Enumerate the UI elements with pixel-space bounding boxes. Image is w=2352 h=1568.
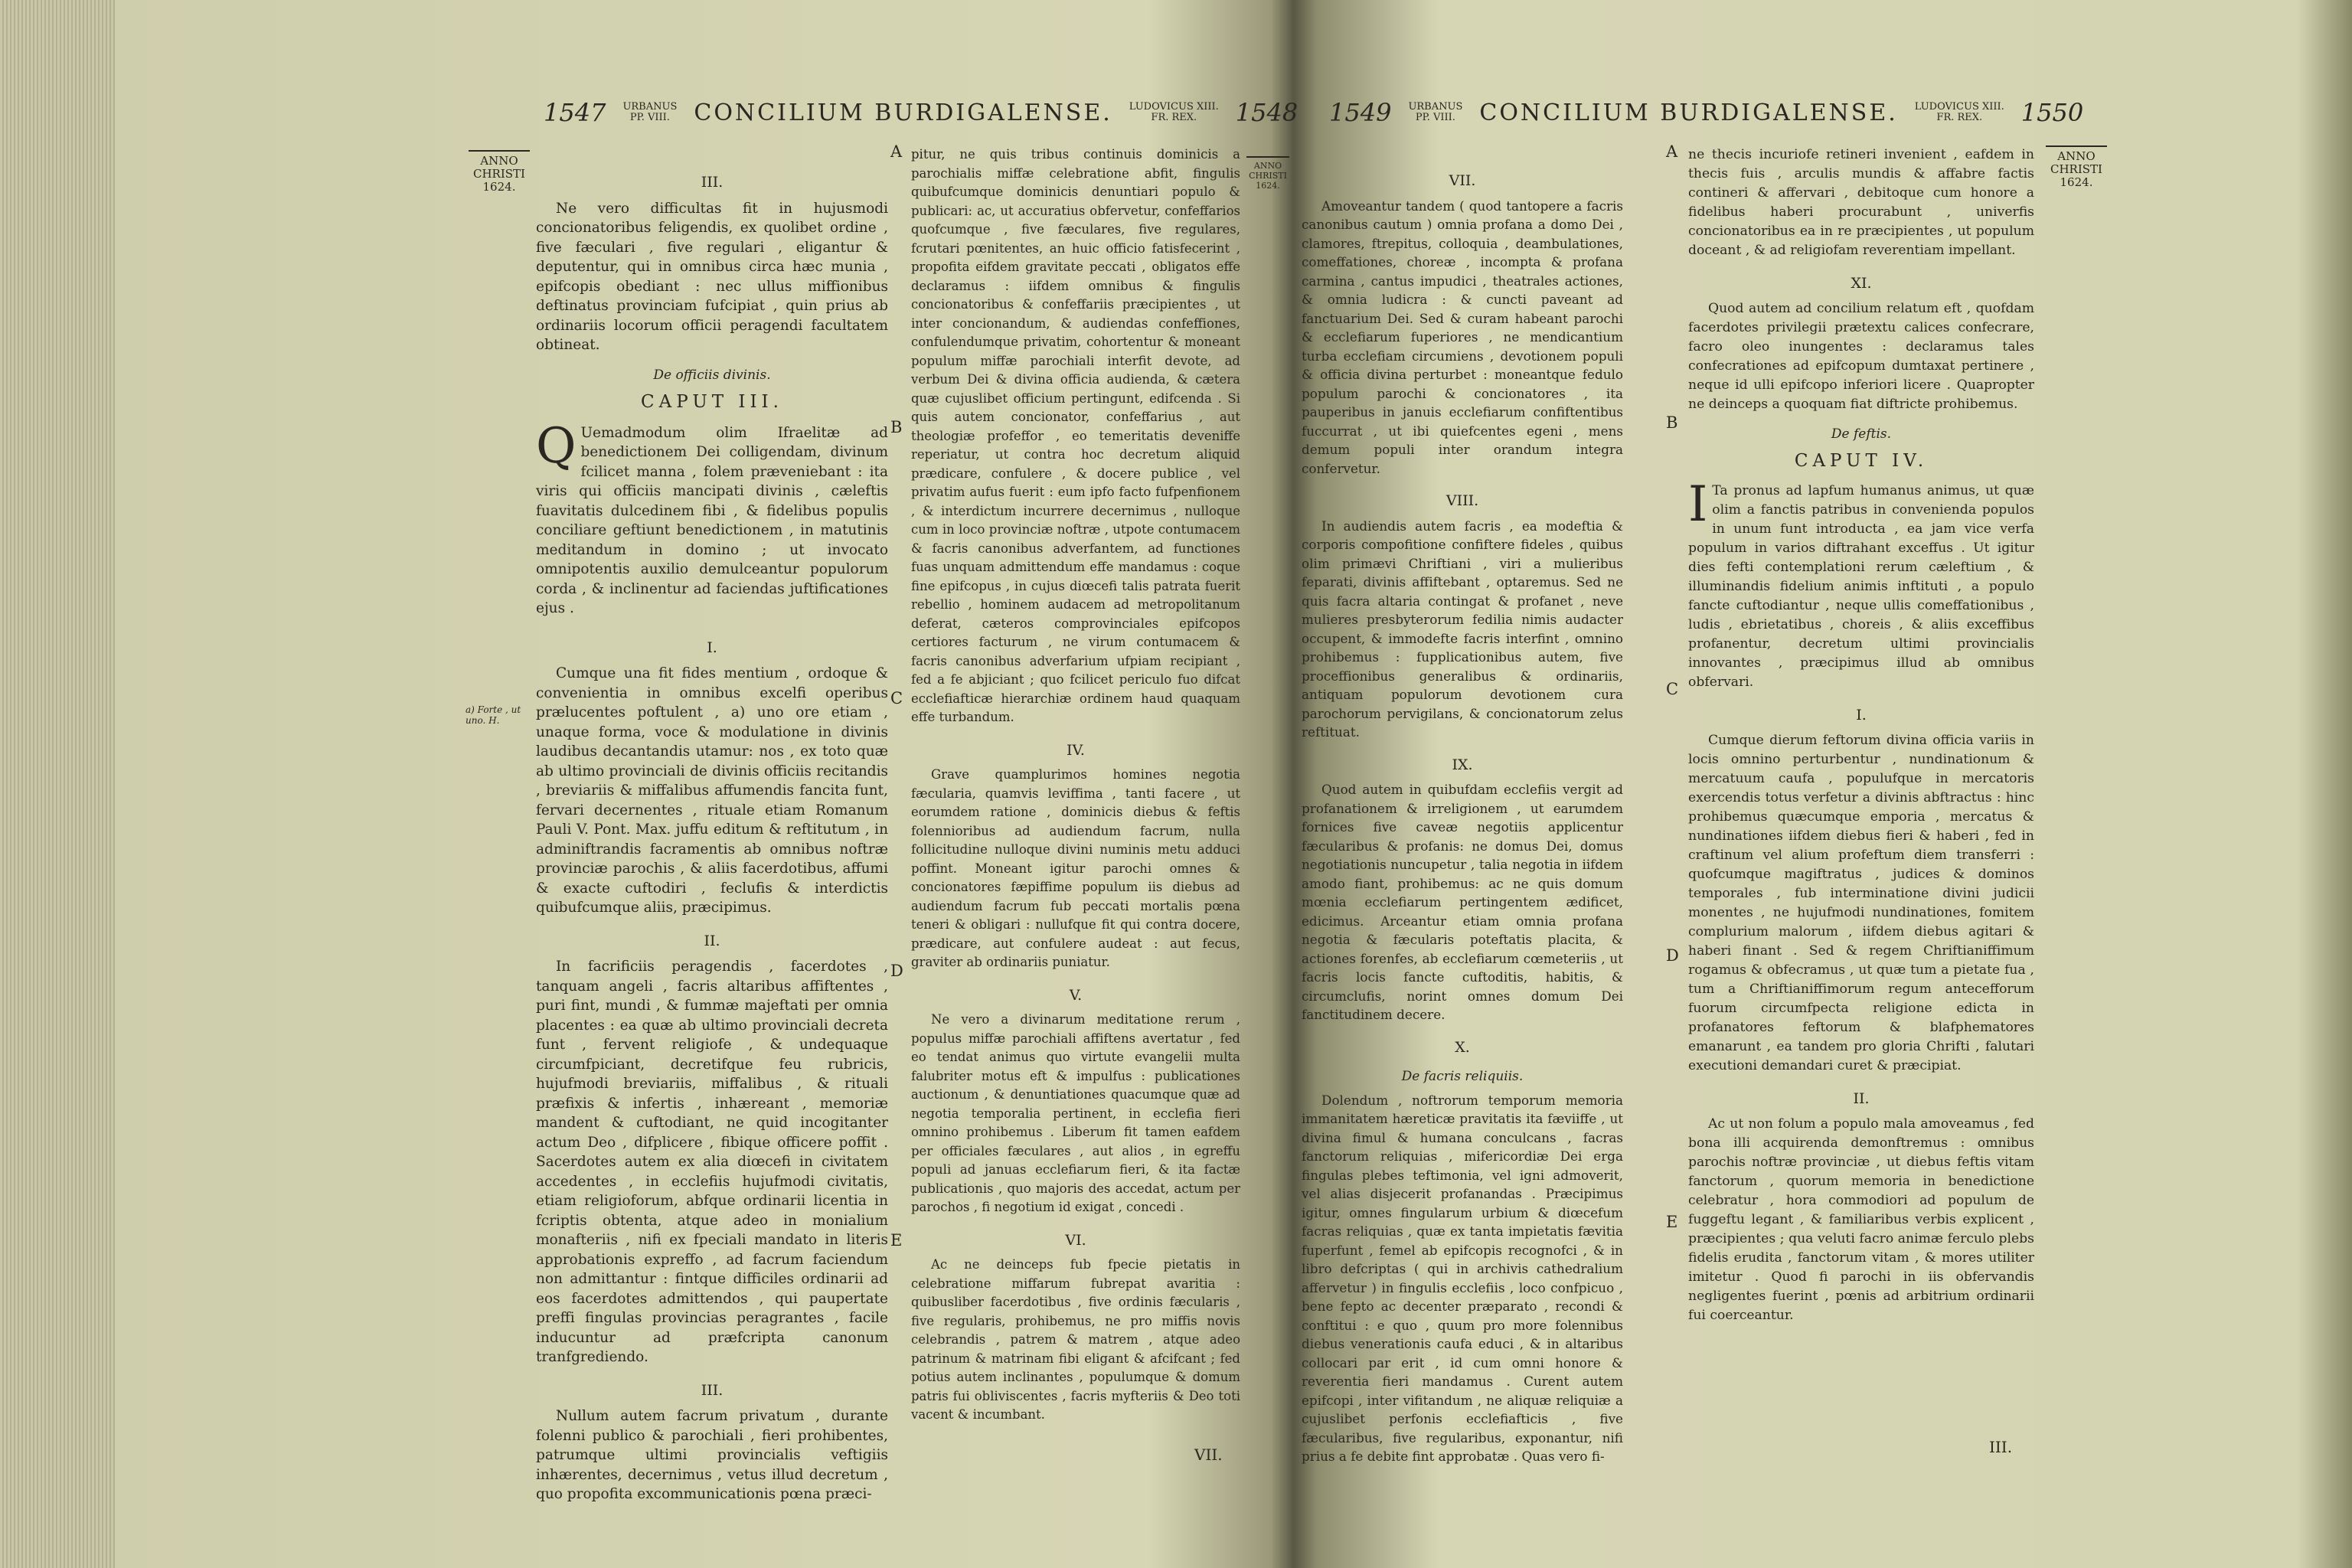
pope-label: URBANUS PP. VIII. [1408,101,1463,123]
section-number: III. [701,1381,724,1399]
section-number: VII. [1449,172,1476,189]
section-number: I. [707,639,717,656]
rubric: De feftis. [1831,426,1892,442]
paragraph: Quod autem in quibufdam ecclefiis vergit ad profanationem & irreligionem , ut earumdem fornices five caveæ negotiis applicentur fæcularibus & profanis: ne domus Dei, domus negotiationis nuncupetur , talia negotia in iifdem amodo fiant, prohibemus: ac ne quis domum mœnia ecclefiarum pertingentem ædificet, edicimus. Arceantur etiam omnia profana negotia & fæcularis poteftatis placita, & actiones forenfes, ab ecclefiarum cœmeteriis , ut facris locis fancte cuftoditis, habitis, & circumclufis, norint omnes domum Dei fanctitudinem decere. [1302,782,1623,1022]
section-number: III. [701,174,724,191]
margin-letter: C [890,689,903,707]
page-number: 1548 [1235,98,1298,127]
paragraph: Dolendum , noftrorum temporum memoria immanitatem hæreticæ pravitatis ita fæviiffe , ut divina fimul & humana conculcans , facras fanctorum reliquias , mifericordiæ Dei erga fingulas plebes teftimonia, vel igni admoverit, vel alias disjecerit profanandas . Præcipimus igitur, omnes fingularum urbium & diœcefum facras reliquias , quæ ex tanta impietatis fævitia fuperfunt , femel ab epifcopis recognofci , & in libro defcriptas ( qui in archivis cathedralium affervetur ) in fingulis ecclefiis , loco confpicuo , bene fepto ac decenter præparato , recondi & conftitui : e quo , quum pro more folennibus diebus venerationis caufa educi , & in altaribus collocari par erit , id cum omni honore & reverentia fieri mandamus . Curent autem epifcopi , inter vifitandum , ne aliquæ reliquiæ a cujuslibet perfonis ecclefiafticis , five fæcularibus, five regularibus, exponantur, nifi prius a fe debite fint approbatæ . Quas vero fi- [1302,1092,1623,1464]
left-column-1 [536,159,888,1509]
chapter-heading: CAPUT III. [641,392,783,412]
section-number: XI. [1851,275,1872,292]
paragraph: Ac ne deinceps fub fpecie pietatis in celebratione miffarum fubrepat avaritia : quibusliber facerdotibus , five ordinis fæcularis , five regularis, prohibemus, ne pro miffis novis celebrandis , patrem & matrem , atque adeo patrinum & matrinam fibi eligant & afcifcant ; fed potius autem inclinantes , populumque & domum patris fui obliviscentes , facris myfteriis & Deo toti vacent & incumbant. [911,1257,1240,1422]
drop-cap: I [1688,476,1708,533]
paragraph: Nullum autem facrum privatum , durante folenni publico & parochiali , fieri prohibentes, patrumque ultimi provincialis veftigiis inhærentes, decernimus , vetus illud decretum , quo propofita excommunicationis pœna præci- [536,1408,888,1502]
section-number: VI. [1065,1231,1086,1249]
paragraph: Cumque dierum feftorum divina officia variis in locis omnino perturbentur , nundinationum & mercatuum caufa , populufque in mercatoris exercendis totus verfetur a divinis abftractus : hinc prohibemus quæcumque emporia , mercatus & nundinationes iifdem diebus fieri & haberi , fed in craftinum vel alium profeftum diem transferri : quofcumque magiftratus , judices & dominos temporales , fub interminatione divini judicii monentes , ne hujufmodi nundinationes, fomitem complurium malorum , iifdem diebus agitari & haberi finant . Sed & regem Chriftianiffimum rogamus & obfecramus , ut quæ tum a pietate fua , tum a Chriftianiffimorum regum antecefforum fuorum circumfpecta religione edicta in profanatores feftorum & blafphematores emanarunt , ea tandem pro gloria Chrifti , falutari executioni demandari curet & præcipiat. [1688,733,2034,1073]
left-column-2 [911,145,1240,1429]
rubric: De officiis divinis. [653,367,771,383]
margin-letter: D [1666,946,1679,965]
paragraph: ne thecis incuriofe retineri invenient , eafdem in thecis fuis , arculis mundis & affabre factis contineri & affervari , debitoque cum honore a fidelibus haberi procurabunt , univerfis concionatoribus ea in re præcipientes , ut populum doceant , & ad religiofam reverentiam impellant. [1688,147,2034,258]
anno-christi-box: ANNO CHRISTI 1624. [1246,156,1289,191]
margin-note: a) Forte , ut uno. H. [466,704,521,726]
paragraph: Ne vero difficultas fit in hujusmodi concionatoribus feligendis, ex quolibet ordine , five fæculari , five regulari , eligantur & deputentur, qui in omnibus circa hæc munia , epifcopis obediant : nec ullus miffionibus deftinatus provinciam fufcipiat , quin prius ab ordinariis locorum officii peragendi facultatem obtineat. [536,200,888,353]
paragraph: Grave quamplurimos homines negotia fæcularia, quamvis leviffima , tanti facere , ut eorumdem ratione , dominicis diebus & feftis folennioribus ad audiendum facrum, nulla follicitudine nulloque divini numinis metu adduci poffint. Moneant igitur parochi omnes & concionatores fæpiffime populum iis diebus ad audiendum facrum fub peccati mortalis pœna teneri & obligari : nullufque fit qui contra docere, prædicare, aut confulere audeat : aut fecus, graviter ab ordinariis puniatur. [911,767,1240,969]
right-running-header [1329,98,2083,127]
page-edges [0,0,115,1568]
left-running-header [544,98,1298,127]
paragraph: Q Uemadmodum olim Ifraelitæ ad benedictionem Dei colligendam, divinum fcilicet manna , folem præveniebant : ita viris qui officiis mancipati divinis , cæleftis fuavitatis dulcedinem fibi , & fidelibus populis conciliare geftiunt benedictionem , in matutinis meditandum in domino ; ut invocato omnipotentis auxilio demulceantur populorum corda , & inclinentur ad faciendas juftificationes ejus . [536,417,888,616]
running-title: CONCILIUM BURDIGALENSE. [1479,99,1898,126]
paragraph: pitur, ne quis tribus continuis dominicis a parochialis miffæ celebratione abfit, fingulis quibufcumque dominicis denuntiari populo & publicari: ac, ut accuratius obfervetur, confeffarios quofcumque , five fæculares, five regulares, fcrutari pœnitentes, an huic officio fatisfecerint , propofita eifdem gravitate peccati , obligatos effe declaramus : iifdem omnibus & fingulis concionatoribus & confeffariis præcipientes , ut inter concionandum, & audiendas confeffiones, confulendumque privatim, cohortentur & moneant populum miffæ parochiali interfit devote, ad verbum Dei & divina officia audienda, & cætera quæ cujuslibet officium pertingunt, edifcenda . Si quis autem concionator, confeffarius , aut theologiæ profeffor , eo temeritatis deveniffe reperiatur, ut contra hoc decretum aliquid prædicare, confulere , & docere publice , vel privatim aufus fuerit : eum ipfo facto fufpenfionem , & interdictum incurrere decernimus , nulloque cum in loco provinciæ noftræ , utpote contumacem & facris canonibus adverfantem, ad functiones fuas unquam admittendum effe mandamus : coque fine epifcopus , in cujus diœcefi talis patrata fuerit rebellio , hominem audacem ad metropolitanum deferat, cæteros comprovinciales epifcopos certiores facturum , ne virum contumacem & facris canonibus adverfarium ufpiam recipiant , fed a fe abjiciant ; quo fcilicet periculo fuo difcat ecclefiafticæ hierarchiæ ordinem haud quaquam effe turbandum. [911,147,1240,724]
running-title: CONCILIUM BURDIGALENSE. [694,99,1112,126]
king-label: LUDOVICUS XIII. FR. REX. [1129,101,1219,123]
section-number: X. [1455,1038,1470,1056]
catchword: VII. [1194,1446,1223,1464]
anno-christi-box: ANNO CHRISTI 1624. [2046,145,2107,189]
catchword: III. [1989,1438,2013,1456]
anno-christi-box: ANNO CHRISTI 1624. [469,150,530,194]
paragraph: Quod autem ad concilium relatum eft , quofdam facerdotes privilegii prætextu calices confecrare, facro oleo inungentes : declaramus tales confecrationes ad epifcopum dumtaxat pertinere , neque id ulli epifcopo inferiori licere . Quapropter ne deinceps a quoquam fiat diftricte prohibemus. [1688,301,2034,412]
margin-letter: E [1666,1213,1678,1231]
section-number: IV. [1067,741,1085,759]
right-column-1 [1302,158,1623,1471]
margin-letter: B [890,418,903,436]
margin-letter: C [1666,680,1679,698]
king-label: LUDOVICUS XIII. FR. REX. [1914,101,2004,123]
margin-letter: D [890,962,903,980]
section-number: VIII. [1446,492,1479,509]
section-number: V. [1069,986,1083,1004]
page-number: 1550 [2020,98,2084,127]
margin-letter: E [890,1231,903,1250]
paragraph: In facrificiis peragendis , facerdotes , tanquam angeli , facris altaribus affiftentes , puri fint, mundi , & fummæ majeftati per omnia placentes : ea quæ ab ultimo provinciali decreta funt , fervent religiofe , & undequaque circumfpiciant, decretifque feu rubricis, hujufmodi breviariis, miffalibus , & rituali præfixis & infertis , inhæreant , memoriæ mandent & cuftodiant, ne quid incogitanter actum Deo , difplicere , fibique officere poffit . Sacerdotes autem ex alia diœcefi in civitatem accedentes , in ecclefiis hujufmodi civitatis, etiam religioforum, abfque ordinarii licentia in fcriptis obtenta, atque adeo in monialium monafteriis , nifi ex fpeciali mandato in literis approbationis expreffo , ad facrum faciendum non admittantur : fintque difficiles ordinarii ad eos facerdotes admittendos , qui paupertate preffi fingulas provincias peragrantes , facile inducuntur ad præfcripta canonum tranfgrediendo. [536,959,888,1365]
pope-label: URBANUS PP. VIII. [622,101,678,123]
margin-letter: A [890,142,903,161]
section-number: IX. [1452,756,1473,773]
page-number: 1547 [544,98,606,127]
section-number: I. [1856,707,1867,724]
rubric: De facris reliquiis. [1401,1069,1524,1084]
page-number: 1549 [1329,98,1392,127]
paragraph: Ac ut non folum a populo mala amoveamus , fed bona illi acquirenda demonftremus : omnibus parochis noftræ provinciæ , ut diebus feftis vitam fanctorum , quorum memoria in benedictione celebratur , hora commodiori ad populum de fuggeftu legant , & familiaribus verbis explicent , præcipientes ; qua veluti facro animæ ferculo plebs fidelis erudita , fanctorum vitam , & mores utiliter imitetur . Quod fi parochi in iis obfervandis negligentes fuerint , pœnis ad arbitrium ordinarii fui coerceantur. [1688,1116,2034,1323]
paragraph: Ne vero a divinarum meditatione rerum , populus miffæ parochiali affiftens avertatur , fed eo tendat animus quo virtute evangelii multa falubriter motus eft & impulfus : publicationes auctionum , & denuntiationes quacumque quæ ad negotia temporalia pertinent, in ecclefia fieri omnino prohibemus . Liberum fit tamen eafdem per officiales fæculares , aut alios , in egreffu populi ad januas ecclefiarum fieri, & ita factæ publicationis , quo majoris des accedat, actum per parochos , fi negotium id exigat , concedi . [911,1012,1240,1214]
drop-cap: Q [536,417,577,475]
paragraph: I Ta pronus ad lapfum humanus animus, ut quæ olim a fanctis patribus in convenienda populos in unum funt introducta , ea jam vice verfa populum in varios diftrahant exceffus . Ut igitur dies fefti contemplationi rerum cæleftium , & illuminandis fidelium animis inftituti , a populo fancte cuftodiantur , neque ullis comeffationibus , ludis , ebrietatibus , choreis , & aliis exceffibus profanentur, decretum ultimi provincialis innovantes , præcipimus illud ab omnibus obfervari. [1688,476,2034,690]
margin-letter: B [1666,413,1678,432]
section-number: II. [704,932,720,949]
paragraph: Cumque una fit fides mentium , ordoque & convenientia in omnibus excelfi operibus prælucentes poftulent , a) uno ore etiam , unaque forma, voce & modulatione in divinis laudibus decantandis utamur: nos , ex toto quæ ab ultimo provinciali de divinis officiis recitandis , breviariis & miffalibus affumendis fancita funt, fervari decernentes , rituale etiam Romanum Pauli V. Pont. Max. juffu editum & reftitutum , in adminiftrandis facramentis ab omnibus noftræ provinciæ parochis , & aliis facerdotibus, affumi & exacte cuftodiri , feclufis & interdictis quibufcumque aliis, præcipimus. [536,665,888,916]
margin-letter: A [1666,142,1678,161]
paragraph: Amoveantur tandem ( quod tantopere a facris canonibus cautum ) omnia profana a domo Dei , clamores, ftrepitus, colloquia , deambulationes, comeffationes, choreæ , incompta & profana carmina , cantus impudici , theatrales actiones, & omnia ludicra : & cuncti paveant ad fanctuarium Dei. Sed & curam habeant parochi & ecclefiarum fuperiores , ne mendicantium turba ecclefiam circumiens , devotionem populi & officia divina perturbet : moneantque fedulo populum parochi & concionatores , ita pauperibus in januis ecclefiarum confiftentibus fuccurrat , ut ibi quiefcentes egeni , mens demum populi inter orandum integra confervetur. [1302,198,1623,476]
right-column-2 [1688,145,2034,1330]
section-number: II. [1853,1090,1870,1107]
paragraph: In audiendis autem facris , ea modeftia & corporis compofitione confiftere fideles , quibus olim primævi Chriftiani , viri a mulieribus feparati, divinis affiftebant , optaremus. Sed ne quis facra altaria contingat & profanet , neve mulieres presbyterorum fedilia nimis audacter occupent, & immodefte facris interfint , omnino prohibemus : fupplicationibus autem, five proceffionibus generalibus & ordinariis, antiquam populorum devotionem cura parochorum pervigilans, & concionatorum zelus reftituat. [1302,518,1623,740]
chapter-heading: CAPUT IV. [1794,451,1929,471]
